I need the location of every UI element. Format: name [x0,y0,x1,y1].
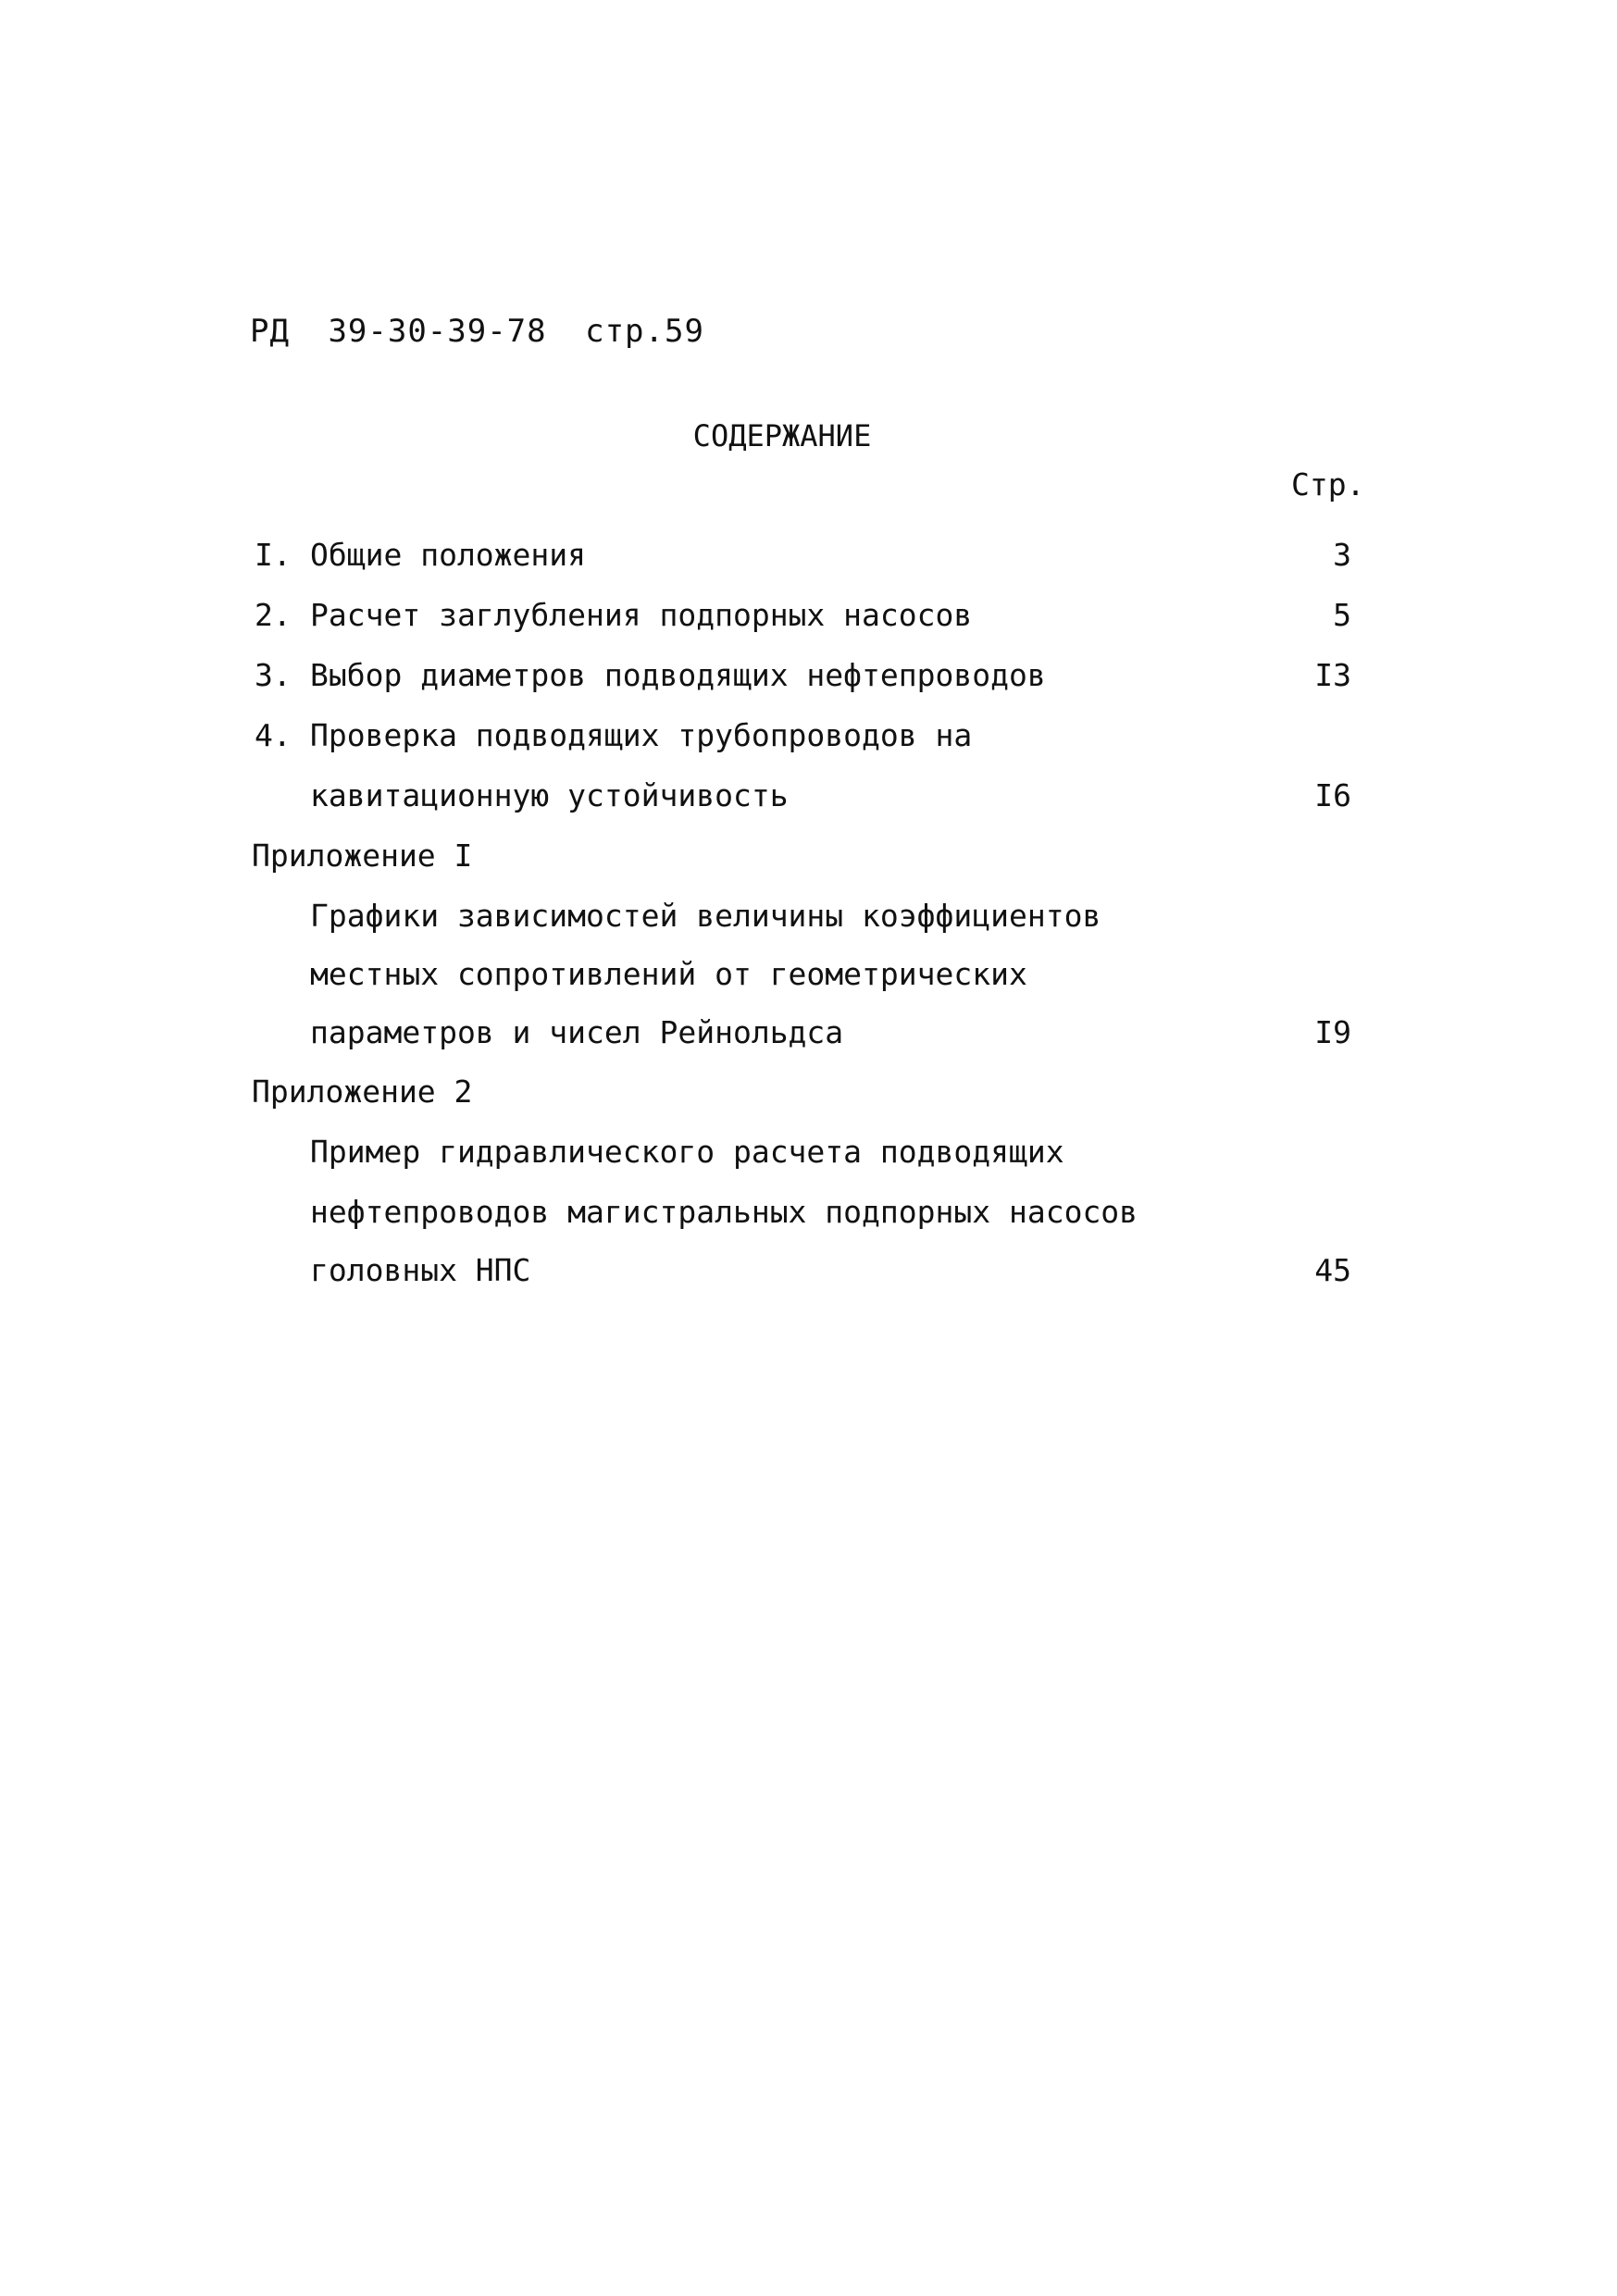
page-reference: стр.59 [585,313,704,350]
entry-number: 3. [255,657,292,693]
entry-number: 4. [255,717,292,753]
entry-number: 2. [255,597,292,633]
entry-page: I3 [1314,657,1351,693]
appendix-2-heading: Приложение 2 [252,1074,473,1110]
entry-page: I6 [1314,777,1351,813]
appendix-2-line-1: Пример гидравлического расчета подводящих [310,1134,1064,1170]
toc-title: СОДЕРЖАНИЕ [692,418,872,453]
toc-entry-4-continuation [310,777,789,813]
appendix-1-line-3: параметров и чисел Рейнольдса [310,1014,844,1050]
appendix-2-line-2: нефтепроводов магистральных подпорных насосов [310,1194,1138,1230]
toc-entry-2 [255,597,972,633]
appendix-1-line-2: местных сопротивлений от геометрических [310,956,1027,992]
appendix-1-page: I9 [1314,1014,1351,1050]
document-header [250,313,723,350]
entry-number: I. [255,537,292,573]
appendix-2-page: 45 [1314,1252,1351,1288]
appendix-2-line-3: головных НПС [310,1252,531,1288]
appendix-1-heading: Приложение I [252,838,473,874]
entry-title: Выбор диаметров подводящих нефтепроводов [310,657,1046,693]
entry-title-cont: кавитационную устойчивость [310,777,789,813]
toc-entry-1 [255,537,586,573]
appendix-1-line-1: Графики зависимостей величины коэффициентов [310,898,1101,934]
doc-number: 39-30-39-78 [328,313,547,350]
toc-entry-3 [255,657,1046,693]
entry-title: Общие положения [310,537,587,573]
entry-title: Проверка подводящих трубопроводов на [310,717,973,753]
page-column-label: Стр. [1291,466,1365,503]
entry-page: 3 [1333,537,1351,573]
doc-code: РД [250,313,290,350]
entry-title: Расчет заглубления подпорных насосов [310,597,973,633]
entry-page: 5 [1333,597,1351,633]
toc-entry-4 [255,717,972,753]
